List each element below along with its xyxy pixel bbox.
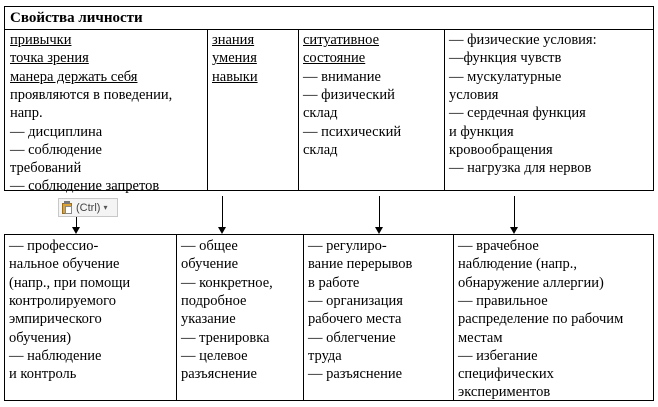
text-line: подробное bbox=[181, 292, 247, 309]
text-line: в работе bbox=[308, 274, 360, 291]
text-line: проявляются в поведении, bbox=[10, 86, 173, 103]
text-line: — внимание bbox=[303, 68, 381, 85]
text-line: манера держать себя bbox=[10, 68, 138, 85]
text-line: указание bbox=[181, 311, 236, 328]
text-line: привычки bbox=[10, 32, 72, 48]
text-line: умения bbox=[212, 50, 257, 67]
text-line: — конкретное, bbox=[181, 274, 273, 291]
text-line: условия bbox=[449, 86, 499, 103]
text-line: точка зрения bbox=[10, 50, 89, 67]
text-line: обучение bbox=[181, 256, 239, 273]
text-line: — врачебное bbox=[458, 238, 539, 254]
col-divider-1 bbox=[207, 29, 208, 190]
text-line: склад bbox=[303, 141, 338, 158]
text-line: — нагрузка для нервов bbox=[449, 160, 592, 177]
text-line: — избегание bbox=[458, 347, 538, 364]
bottom-col-divider-2 bbox=[303, 235, 304, 400]
text-line: — общее bbox=[181, 238, 238, 254]
text-line: специфических bbox=[458, 366, 554, 383]
text-line: разъяснение bbox=[181, 366, 257, 383]
work-organization-column bbox=[308, 235, 452, 400]
text-line: состояние bbox=[303, 50, 366, 67]
col-divider-2 bbox=[298, 29, 299, 190]
medical-column bbox=[458, 235, 652, 400]
text-line: — целевое bbox=[181, 347, 248, 364]
text-line: (напр., при помощи bbox=[9, 274, 131, 291]
text-line: — организация bbox=[308, 292, 403, 309]
text-line: обучения) bbox=[9, 329, 72, 346]
physical-conditions-column bbox=[449, 29, 649, 190]
text-line: — мускулатурные bbox=[449, 68, 562, 85]
personality-properties-table bbox=[4, 6, 654, 195]
text-line: напр. bbox=[10, 105, 43, 122]
paste-options-button[interactable] bbox=[58, 198, 118, 217]
bottom-col-divider-1 bbox=[176, 235, 177, 400]
text-line: навыки bbox=[212, 68, 258, 85]
situational-state-column bbox=[303, 29, 443, 190]
text-line: требований bbox=[10, 160, 82, 177]
text-line: наблюдение (напр., bbox=[458, 256, 578, 273]
table-title: Свойства личности bbox=[10, 10, 143, 26]
text-line: — облегчение bbox=[308, 329, 396, 346]
text-line: эмпирического bbox=[9, 311, 102, 328]
text-line: вание перерывов bbox=[308, 256, 413, 273]
text-line: — наблюдение bbox=[9, 347, 102, 364]
text-line: рабочего места bbox=[308, 311, 402, 328]
text-line: склад bbox=[303, 105, 338, 122]
text-line: — соблюдение запретов bbox=[10, 178, 160, 195]
chevron-down-icon: ▾ bbox=[103, 203, 108, 212]
text-line: — физические условия: bbox=[449, 32, 597, 48]
text-line: — тренировка bbox=[181, 329, 270, 346]
text-line: контролируемого bbox=[9, 292, 116, 309]
text-line: распределение по рабочим bbox=[458, 311, 624, 328]
text-line: — регулиро- bbox=[308, 238, 387, 254]
text-line: знания bbox=[212, 32, 255, 48]
bottom-col-divider-3 bbox=[453, 235, 454, 400]
text-line: экспериментов bbox=[458, 384, 551, 401]
text-line: — дисциплина bbox=[10, 123, 103, 140]
text-line: — правильное bbox=[458, 292, 548, 309]
text-line: труда bbox=[308, 347, 342, 364]
col-divider-3 bbox=[444, 29, 445, 190]
text-line: и контроль bbox=[9, 366, 77, 383]
text-line: — профессио- bbox=[9, 238, 99, 254]
text-line: и функция bbox=[449, 123, 514, 140]
knowledge-column bbox=[212, 29, 298, 190]
habits-column bbox=[10, 29, 206, 195]
text-line: обнаружение аллергии) bbox=[458, 274, 604, 291]
instruction-column bbox=[181, 235, 302, 400]
text-line: ситуативное bbox=[303, 32, 380, 48]
text-line: — физический bbox=[303, 86, 395, 103]
text-line: — сердечная функция bbox=[449, 105, 586, 122]
text-line: местам bbox=[458, 329, 503, 346]
text-line: — психический bbox=[303, 123, 402, 140]
text-line: — соблюдение bbox=[10, 141, 102, 158]
text-line: — разъяснение bbox=[308, 366, 403, 383]
text-line: нальное обучение bbox=[9, 256, 120, 273]
clipboard-icon bbox=[62, 201, 73, 214]
paste-options-label: (Ctrl) bbox=[76, 201, 101, 214]
measures-table bbox=[4, 234, 654, 401]
text-line: кровообращения bbox=[449, 141, 553, 158]
text-line: —функция чувств bbox=[449, 50, 562, 67]
training-column bbox=[9, 235, 175, 400]
